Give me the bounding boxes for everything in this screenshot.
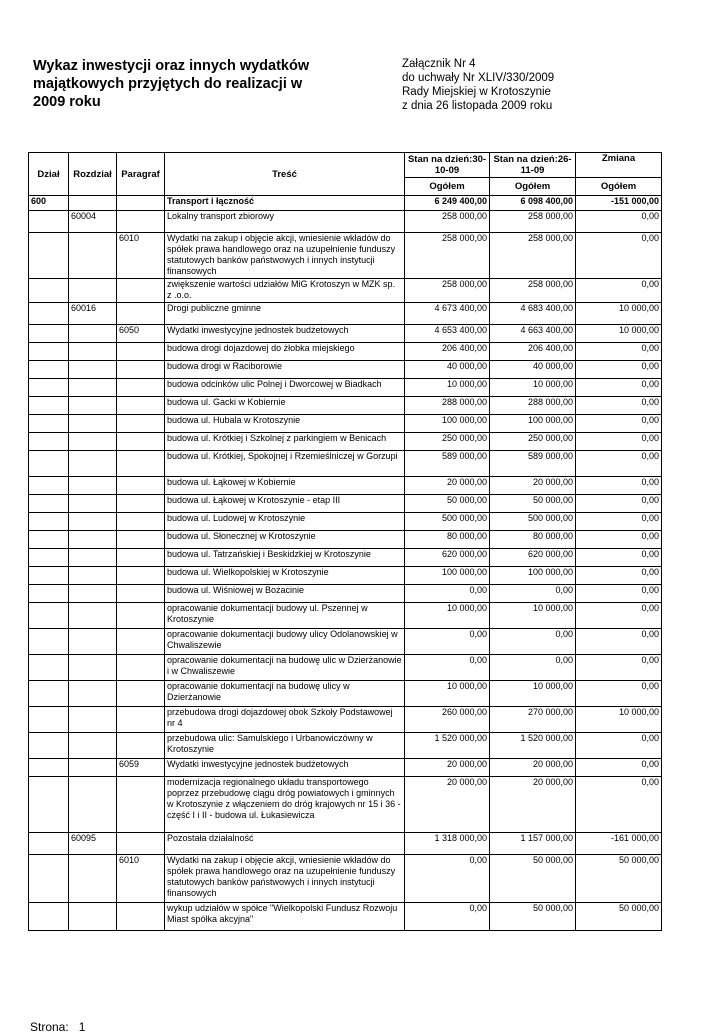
cell-stan-2: 20 000,00 bbox=[490, 477, 576, 495]
cell-paragraf bbox=[117, 549, 165, 567]
cell-tresc: Drogi publiczne gminne bbox=[165, 303, 405, 325]
cell-tresc: opracowanie dokumentacji na budowę ulic w Dzierżanowie i w Chwaliszewie bbox=[165, 655, 405, 681]
cell-tresc: budowa drogi dojazdowej do żłobka miejskiego bbox=[165, 343, 405, 361]
cell-stan-1: 20 000,00 bbox=[405, 777, 490, 833]
cell-tresc: budowa ul. Ludowej w Krotoszynie bbox=[165, 513, 405, 531]
cell-paragraf bbox=[117, 451, 165, 477]
cell-tresc: budowa ul. Hubala w Krotoszynie bbox=[165, 415, 405, 433]
header-paragraf: Paragraf bbox=[117, 153, 165, 196]
cell-dzial bbox=[29, 495, 69, 513]
cell-rozdzial: 60004 bbox=[69, 211, 117, 233]
cell-tresc: budowa ul. Krótkiej, Spokojnej i Rzemieślniczej w Gorzupi bbox=[165, 451, 405, 477]
cell-stan-2: 100 000,00 bbox=[490, 567, 576, 585]
cell-zmiana: 10 000,00 bbox=[576, 325, 662, 343]
cell-stan-2: 258 000,00 bbox=[490, 233, 576, 279]
cell-stan-2: 20 000,00 bbox=[490, 759, 576, 777]
table-row bbox=[29, 681, 662, 707]
cell-zmiana: 0,00 bbox=[576, 233, 662, 279]
cell-tresc: przebudowa drogi dojazdowej obok Szkoły Podstawowej nr 4 bbox=[165, 707, 405, 733]
cell-rozdzial bbox=[69, 196, 117, 211]
cell-paragraf bbox=[117, 361, 165, 379]
cell-stan-1: 100 000,00 bbox=[405, 415, 490, 433]
cell-dzial bbox=[29, 397, 69, 415]
header-row bbox=[29, 153, 662, 178]
cell-stan-2: 1 520 000,00 bbox=[490, 733, 576, 759]
cell-dzial bbox=[29, 531, 69, 549]
cell-dzial bbox=[29, 777, 69, 833]
annex-line: z dnia 26 listopada 2009 roku bbox=[402, 100, 553, 112]
cell-zmiana: 0,00 bbox=[576, 361, 662, 379]
cell-paragraf bbox=[117, 397, 165, 415]
cell-stan-2: 0,00 bbox=[490, 585, 576, 603]
header-tresc: Treść bbox=[165, 153, 405, 196]
cell-rozdzial: 60016 bbox=[69, 303, 117, 325]
cell-tresc: budowa ul. Wiśniowej w Bożacinie bbox=[165, 585, 405, 603]
cell-paragraf bbox=[117, 567, 165, 585]
cell-zmiana: 0,00 bbox=[576, 629, 662, 655]
cell-dzial bbox=[29, 833, 69, 855]
annex-line: Rady Miejskiej w Krotoszynie bbox=[402, 86, 551, 98]
header-ogolem-1: Ogółem bbox=[405, 178, 490, 196]
cell-tresc: Wydatki na zakup i objęcie akcji, wniesienie wkładów do spółek prawa handlowego oraz na uzupełnienie funduszy statutowych banków państwowych i innych instytucji finansowych bbox=[165, 855, 405, 903]
cell-stan-1: 620 000,00 bbox=[405, 549, 490, 567]
cell-dzial bbox=[29, 567, 69, 585]
annex-line: Załącznik Nr 4 bbox=[402, 58, 476, 70]
cell-paragraf bbox=[117, 629, 165, 655]
table-body bbox=[29, 196, 662, 931]
cell-tresc: wykup udziałów w spółce "Wielkopolski Fundusz Rozwoju Miast spółka akcyjna" bbox=[165, 903, 405, 931]
cell-rozdzial bbox=[69, 531, 117, 549]
annex-line: do uchwały Nr XLIV/330/2009 bbox=[402, 72, 555, 84]
cell-stan-2: 0,00 bbox=[490, 629, 576, 655]
cell-tresc: Wydatki inwestycyjne jednostek budżetowych bbox=[165, 325, 405, 343]
cell-zmiana: 0,00 bbox=[576, 279, 662, 303]
cell-stan-1: 0,00 bbox=[405, 855, 490, 903]
cell-rozdzial bbox=[69, 549, 117, 567]
cell-zmiana: 0,00 bbox=[576, 733, 662, 759]
table-row bbox=[29, 451, 662, 477]
cell-rozdzial bbox=[69, 707, 117, 733]
cell-stan-2: 50 000,00 bbox=[490, 495, 576, 513]
cell-rozdzial bbox=[69, 415, 117, 433]
cell-tresc: budowa drogi w Raciborowie bbox=[165, 361, 405, 379]
cell-tresc: budowa ul. Tatrzańskiej i Beskidzkiej w Krotoszynie bbox=[165, 549, 405, 567]
header-rozdzial: Rozdział bbox=[69, 153, 117, 196]
table-row bbox=[29, 495, 662, 513]
cell-dzial bbox=[29, 855, 69, 903]
cell-stan-1: 206 400,00 bbox=[405, 343, 490, 361]
cell-rozdzial bbox=[69, 361, 117, 379]
cell-stan-1: 258 000,00 bbox=[405, 279, 490, 303]
header-ogolem-3: Ogółem bbox=[576, 178, 662, 196]
cell-tresc: budowa ul. Gacki w Kobiernie bbox=[165, 397, 405, 415]
table-row bbox=[29, 733, 662, 759]
cell-stan-2: 20 000,00 bbox=[490, 777, 576, 833]
cell-stan-1: 250 000,00 bbox=[405, 433, 490, 451]
cell-stan-2: 620 000,00 bbox=[490, 549, 576, 567]
cell-rozdzial bbox=[69, 233, 117, 279]
cell-tresc: Wydatki inwestycyjne jednostek budżetowych bbox=[165, 759, 405, 777]
document-title bbox=[33, 57, 353, 111]
cell-paragraf bbox=[117, 343, 165, 361]
table-row bbox=[29, 211, 662, 233]
cell-rozdzial bbox=[69, 903, 117, 931]
footer-label: Strona: bbox=[30, 1020, 69, 1034]
cell-stan-1: 4 653 400,00 bbox=[405, 325, 490, 343]
cell-tresc: opracowanie dokumentacji na budowę ulicy w Dzierżanowie bbox=[165, 681, 405, 707]
cell-paragraf: 6010 bbox=[117, 855, 165, 903]
title-line: 2009 roku bbox=[33, 94, 101, 110]
cell-dzial bbox=[29, 361, 69, 379]
cell-zmiana: 0,00 bbox=[576, 415, 662, 433]
cell-paragraf bbox=[117, 707, 165, 733]
cell-paragraf bbox=[117, 655, 165, 681]
cell-dzial bbox=[29, 585, 69, 603]
cell-paragraf bbox=[117, 495, 165, 513]
table-row bbox=[29, 603, 662, 629]
cell-stan-1: 589 000,00 bbox=[405, 451, 490, 477]
cell-stan-2: 258 000,00 bbox=[490, 279, 576, 303]
cell-stan-1: 80 000,00 bbox=[405, 531, 490, 549]
cell-paragraf bbox=[117, 513, 165, 531]
cell-stan-2: 80 000,00 bbox=[490, 531, 576, 549]
table-row bbox=[29, 343, 662, 361]
cell-paragraf bbox=[117, 531, 165, 549]
cell-tresc: budowa ul. Łąkowej w Krotoszynie - etap III bbox=[165, 495, 405, 513]
cell-dzial bbox=[29, 279, 69, 303]
cell-paragraf: 6010 bbox=[117, 233, 165, 279]
table-row bbox=[29, 303, 662, 325]
header-dzial: Dział bbox=[29, 153, 69, 196]
table-row bbox=[29, 655, 662, 681]
cell-paragraf bbox=[117, 603, 165, 629]
cell-zmiana: 0,00 bbox=[576, 379, 662, 397]
cell-dzial bbox=[29, 903, 69, 931]
cell-tresc: budowa ul. Słonecznej w Krotoszynie bbox=[165, 531, 405, 549]
cell-paragraf bbox=[117, 585, 165, 603]
table-row bbox=[29, 513, 662, 531]
header-zmiana: Zmiana bbox=[576, 153, 662, 178]
cell-zmiana: 0,00 bbox=[576, 513, 662, 531]
table-row bbox=[29, 585, 662, 603]
cell-dzial: 600 bbox=[29, 196, 69, 211]
cell-stan-1: 6 249 400,00 bbox=[405, 196, 490, 211]
cell-zmiana: 0,00 bbox=[576, 397, 662, 415]
cell-rozdzial bbox=[69, 855, 117, 903]
table-row bbox=[29, 759, 662, 777]
cell-zmiana: 0,00 bbox=[576, 451, 662, 477]
cell-dzial bbox=[29, 303, 69, 325]
cell-stan-2: 10 000,00 bbox=[490, 379, 576, 397]
cell-tresc: zwiększenie wartości udziałów MiG Krotoszyn w MZK sp. z .o.o. bbox=[165, 279, 405, 303]
table-row bbox=[29, 433, 662, 451]
cell-dzial bbox=[29, 451, 69, 477]
cell-stan-1: 20 000,00 bbox=[405, 759, 490, 777]
cell-zmiana: 0,00 bbox=[576, 567, 662, 585]
title-line: majątkowych przyjętych do realizacji w bbox=[33, 76, 303, 92]
cell-stan-1: 258 000,00 bbox=[405, 233, 490, 279]
cell-paragraf bbox=[117, 196, 165, 211]
cell-stan-2: 40 000,00 bbox=[490, 361, 576, 379]
cell-stan-2: 250 000,00 bbox=[490, 433, 576, 451]
cell-stan-2: 6 098 400,00 bbox=[490, 196, 576, 211]
table-row bbox=[29, 531, 662, 549]
cell-stan-2: 4 683 400,00 bbox=[490, 303, 576, 325]
cell-paragraf bbox=[117, 433, 165, 451]
table-row bbox=[29, 279, 662, 303]
table-row bbox=[29, 777, 662, 833]
header-ogolem-2: Ogółem bbox=[490, 178, 576, 196]
cell-stan-1: 0,00 bbox=[405, 903, 490, 931]
cell-rozdzial bbox=[69, 325, 117, 343]
cell-stan-1: 0,00 bbox=[405, 585, 490, 603]
cell-tresc: budowa ul. Wielkopolskiej w Krotoszynie bbox=[165, 567, 405, 585]
cell-paragraf bbox=[117, 733, 165, 759]
header-stan-1: Stan na dzień:30-10-09 bbox=[405, 153, 490, 178]
cell-stan-1: 1 520 000,00 bbox=[405, 733, 490, 759]
table-row bbox=[29, 415, 662, 433]
cell-zmiana: 0,00 bbox=[576, 433, 662, 451]
table-row bbox=[29, 903, 662, 931]
cell-rozdzial: 60095 bbox=[69, 833, 117, 855]
cell-dzial bbox=[29, 629, 69, 655]
cell-tresc: Wydatki na zakup i objęcie akcji, wniesienie wkładów do spółek prawa handlowego oraz na uzupełnienie funduszy statutowych banków państwowych i innych instytucji finansowych bbox=[165, 233, 405, 279]
cell-stan-2: 1 157 000,00 bbox=[490, 833, 576, 855]
cell-stan-2: 589 000,00 bbox=[490, 451, 576, 477]
page-footer bbox=[30, 1020, 85, 1034]
cell-rozdzial bbox=[69, 567, 117, 585]
cell-tresc: opracowanie dokumentacji budowy ulicy Odolanowskiej w Chwaliszewie bbox=[165, 629, 405, 655]
cell-paragraf bbox=[117, 477, 165, 495]
cell-zmiana: 0,00 bbox=[576, 549, 662, 567]
cell-paragraf bbox=[117, 681, 165, 707]
table-row bbox=[29, 477, 662, 495]
header-stan-2: Stan na dzień:26-11-09 bbox=[490, 153, 576, 178]
cell-dzial bbox=[29, 433, 69, 451]
cell-tresc: opracowanie dokumentacji budowy ul. Pszennej w Krotoszynie bbox=[165, 603, 405, 629]
cell-paragraf bbox=[117, 303, 165, 325]
cell-paragraf bbox=[117, 833, 165, 855]
cell-stan-1: 0,00 bbox=[405, 655, 490, 681]
investment-table bbox=[28, 152, 662, 931]
cell-dzial bbox=[29, 759, 69, 777]
table-row bbox=[29, 325, 662, 343]
cell-stan-1: 10 000,00 bbox=[405, 379, 490, 397]
cell-tresc: budowa odcinków ulic Polnej i Dworcowej w Biadkach bbox=[165, 379, 405, 397]
cell-rozdzial bbox=[69, 513, 117, 531]
cell-rozdzial bbox=[69, 759, 117, 777]
cell-tresc: budowa ul. Krótkiej i Szkolnej z parkingiem w Benicach bbox=[165, 433, 405, 451]
cell-rozdzial bbox=[69, 343, 117, 361]
cell-rozdzial bbox=[69, 433, 117, 451]
cell-stan-2: 100 000,00 bbox=[490, 415, 576, 433]
cell-tresc: budowa ul. Łąkowej w Kobiernie bbox=[165, 477, 405, 495]
page-number: 1 bbox=[78, 1020, 86, 1034]
cell-zmiana: 0,00 bbox=[576, 681, 662, 707]
table-row bbox=[29, 855, 662, 903]
cell-dzial bbox=[29, 655, 69, 681]
cell-dzial bbox=[29, 233, 69, 279]
table-row bbox=[29, 196, 662, 211]
cell-zmiana: -161 000,00 bbox=[576, 833, 662, 855]
cell-paragraf: 6059 bbox=[117, 759, 165, 777]
cell-rozdzial bbox=[69, 585, 117, 603]
table-row bbox=[29, 833, 662, 855]
cell-zmiana: 0,00 bbox=[576, 603, 662, 629]
cell-dzial bbox=[29, 415, 69, 433]
cell-dzial bbox=[29, 325, 69, 343]
cell-stan-1: 258 000,00 bbox=[405, 211, 490, 233]
table-row bbox=[29, 233, 662, 279]
cell-zmiana: 0,00 bbox=[576, 343, 662, 361]
cell-zmiana: 0,00 bbox=[576, 531, 662, 549]
cell-dzial bbox=[29, 211, 69, 233]
annex-reference bbox=[402, 57, 554, 113]
cell-rozdzial bbox=[69, 451, 117, 477]
cell-tresc: Transport i łączność bbox=[165, 196, 405, 211]
cell-stan-1: 500 000,00 bbox=[405, 513, 490, 531]
cell-dzial bbox=[29, 707, 69, 733]
cell-zmiana: 0,00 bbox=[576, 495, 662, 513]
cell-rozdzial bbox=[69, 603, 117, 629]
cell-stan-2: 500 000,00 bbox=[490, 513, 576, 531]
cell-dzial bbox=[29, 379, 69, 397]
cell-paragraf bbox=[117, 211, 165, 233]
cell-stan-2: 206 400,00 bbox=[490, 343, 576, 361]
cell-stan-1: 4 673 400,00 bbox=[405, 303, 490, 325]
cell-dzial bbox=[29, 549, 69, 567]
title-line: Wykaz inwestycji oraz innych wydatków bbox=[33, 58, 310, 74]
cell-stan-2: 10 000,00 bbox=[490, 681, 576, 707]
table-row bbox=[29, 379, 662, 397]
cell-tresc: Pozostała działalność bbox=[165, 833, 405, 855]
table-row bbox=[29, 361, 662, 379]
cell-stan-1: 100 000,00 bbox=[405, 567, 490, 585]
cell-stan-2: 270 000,00 bbox=[490, 707, 576, 733]
cell-stan-1: 10 000,00 bbox=[405, 603, 490, 629]
cell-stan-1: 50 000,00 bbox=[405, 495, 490, 513]
cell-stan-1: 40 000,00 bbox=[405, 361, 490, 379]
table-row bbox=[29, 549, 662, 567]
cell-stan-2: 0,00 bbox=[490, 655, 576, 681]
cell-rozdzial bbox=[69, 379, 117, 397]
table-row bbox=[29, 629, 662, 655]
cell-zmiana: 0,00 bbox=[576, 777, 662, 833]
cell-stan-1: 10 000,00 bbox=[405, 681, 490, 707]
cell-rozdzial bbox=[69, 397, 117, 415]
cell-zmiana: -151 000,00 bbox=[576, 196, 662, 211]
cell-rozdzial bbox=[69, 777, 117, 833]
cell-zmiana: 50 000,00 bbox=[576, 903, 662, 931]
cell-zmiana: 0,00 bbox=[576, 211, 662, 233]
cell-stan-2: 50 000,00 bbox=[490, 855, 576, 903]
cell-tresc: Lokalny transport zbiorowy bbox=[165, 211, 405, 233]
cell-stan-2: 4 663 400,00 bbox=[490, 325, 576, 343]
cell-dzial bbox=[29, 681, 69, 707]
cell-zmiana: 0,00 bbox=[576, 655, 662, 681]
cell-zmiana: 50 000,00 bbox=[576, 855, 662, 903]
cell-tresc: przebudowa ulic: Samulskiego i Urbanowiczówny w Krotoszynie bbox=[165, 733, 405, 759]
cell-dzial bbox=[29, 603, 69, 629]
cell-stan-1: 1 318 000,00 bbox=[405, 833, 490, 855]
cell-paragraf bbox=[117, 777, 165, 833]
cell-paragraf bbox=[117, 903, 165, 931]
cell-zmiana: 10 000,00 bbox=[576, 707, 662, 733]
table-row bbox=[29, 707, 662, 733]
cell-tresc: modernizacja regionalnego układu transportowego poprzez przebudowę ciągu dróg powiatowych i gminnych w Krotoszynie z włączeniem do dróg krajowych nr 15 i 36 - część I i II - budowa ul. Łukasiewicza bbox=[165, 777, 405, 833]
cell-zmiana: 0,00 bbox=[576, 585, 662, 603]
cell-rozdzial bbox=[69, 279, 117, 303]
cell-stan-1: 260 000,00 bbox=[405, 707, 490, 733]
cell-rozdzial bbox=[69, 733, 117, 759]
cell-paragraf bbox=[117, 379, 165, 397]
cell-paragraf bbox=[117, 279, 165, 303]
cell-stan-2: 288 000,00 bbox=[490, 397, 576, 415]
cell-zmiana: 10 000,00 bbox=[576, 303, 662, 325]
cell-paragraf: 6050 bbox=[117, 325, 165, 343]
cell-rozdzial bbox=[69, 477, 117, 495]
cell-paragraf bbox=[117, 415, 165, 433]
cell-rozdzial bbox=[69, 495, 117, 513]
table-row bbox=[29, 567, 662, 585]
cell-zmiana: 0,00 bbox=[576, 477, 662, 495]
cell-dzial bbox=[29, 513, 69, 531]
cell-zmiana: 0,00 bbox=[576, 759, 662, 777]
cell-stan-2: 10 000,00 bbox=[490, 603, 576, 629]
cell-stan-2: 258 000,00 bbox=[490, 211, 576, 233]
cell-stan-1: 20 000,00 bbox=[405, 477, 490, 495]
table-row bbox=[29, 397, 662, 415]
cell-stan-1: 0,00 bbox=[405, 629, 490, 655]
cell-rozdzial bbox=[69, 655, 117, 681]
cell-stan-2: 50 000,00 bbox=[490, 903, 576, 931]
cell-dzial bbox=[29, 477, 69, 495]
cell-rozdzial bbox=[69, 629, 117, 655]
cell-dzial bbox=[29, 733, 69, 759]
cell-rozdzial bbox=[69, 681, 117, 707]
cell-stan-1: 288 000,00 bbox=[405, 397, 490, 415]
cell-dzial bbox=[29, 343, 69, 361]
